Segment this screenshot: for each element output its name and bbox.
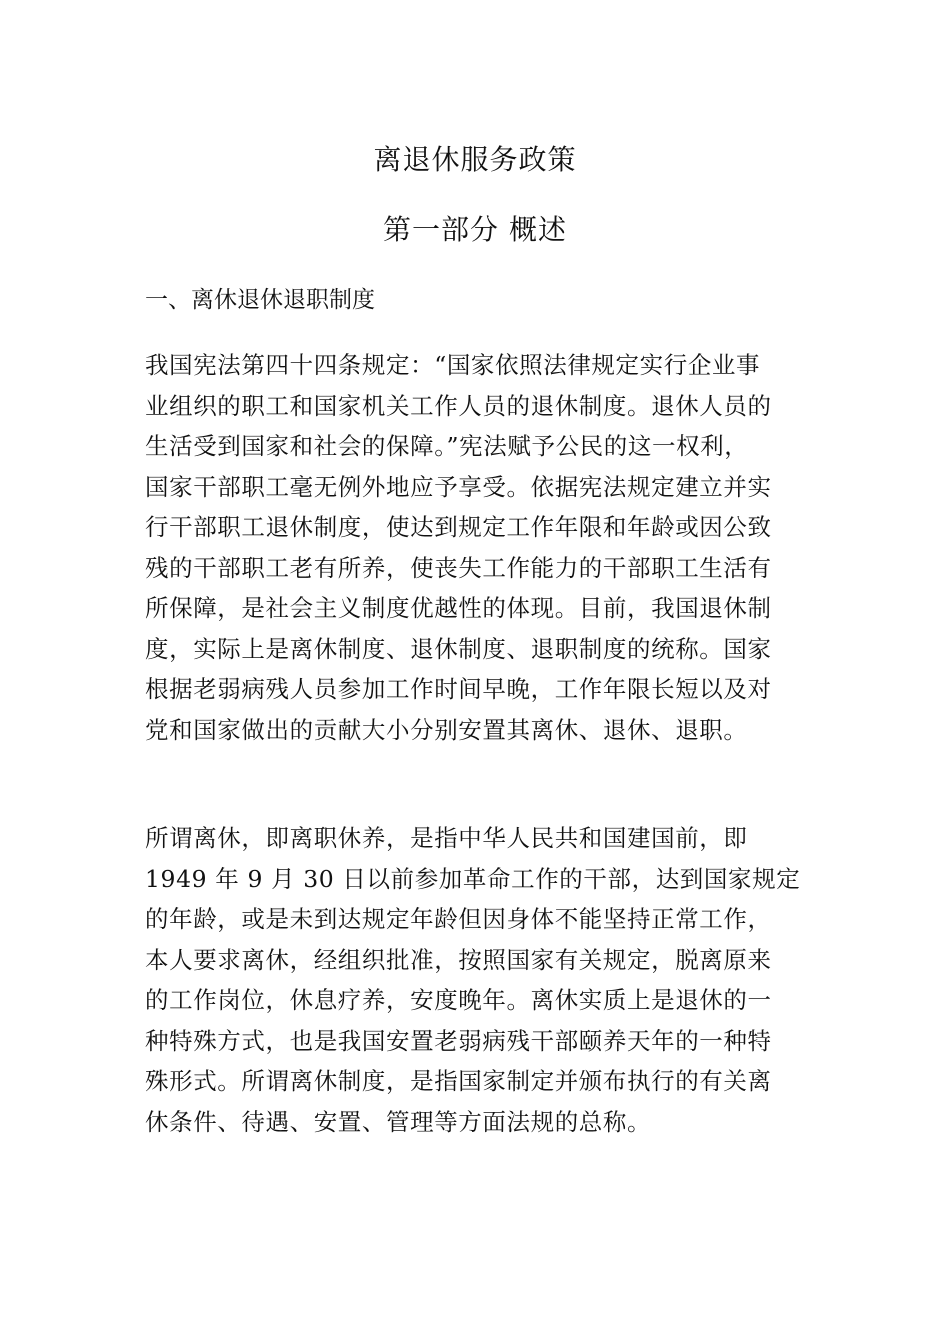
text-line: 所谓离休，即离职休养，是指中华人民共和国建国前，即 — [145, 824, 748, 852]
text-line: 殊形式。所谓离休制度，是指国家制定并颁布执行的有关离 — [145, 1067, 772, 1095]
text-line: 行干部职工退休制度，使达到规定工作年限和年龄或因公致 — [145, 513, 772, 541]
text-line: 根据老弱病残人员参加工作时间早晚，工作年限长短以及对 — [145, 675, 772, 703]
body-paragraph — [145, 818, 801, 1142]
text-line: 我国宪法第四十四条规定：“国家依照法律规定实行企业事 — [145, 351, 761, 379]
text-line: 种特殊方式，也是我国安置老弱病残干部颐养天年的一种特 — [145, 1026, 772, 1055]
text-line: 的工作岗位，休息疗养，安度晚年。离休实质上是退休的一 — [145, 986, 772, 1014]
body-paragraph — [145, 345, 795, 750]
text-line: 生活受到国家和社会的保障。”宪法赋予公民的这一权利， — [145, 432, 749, 460]
part-heading: 第一部分 概述 — [383, 213, 567, 246]
text-line: 1949 年 9 月 30 日以前参加革命工作的干部，达到国家规定 — [145, 864, 801, 893]
text-line: 党和国家做出的贡献大小分别安置其离休、退休、退职。 — [145, 715, 748, 744]
document-title: 离退休服务政策 — [373, 143, 577, 176]
text-line: 残的干部职工老有所养，使丧失工作能力的干部职工生活有 — [145, 553, 772, 582]
section-heading: 一、离休退休退职制度 — [145, 287, 375, 313]
text-line: 国家干部职工毫无例外地应予享受。依据宪法规定建立并实 — [145, 472, 772, 501]
text-line: 所保障，是社会主义制度优越性的体现。目前，我国退休制 — [145, 594, 772, 622]
text-line: 度，实际上是离休制度、退休制度、退职制度的统称。国家 — [145, 634, 772, 663]
text-line: 本人要求离休，经组织批准，按照国家有关规定，脱离原来 — [145, 945, 772, 974]
text-line: 的年龄，或是未到达规定年龄但因身体不能坚持正常工作， — [145, 905, 772, 933]
text-line: 业组织的职工和国家机关工作人员的退休制度。退休人员的 — [145, 391, 772, 420]
text-line: 休条件、待遇、安置、管理等方面法规的总称。 — [145, 1107, 652, 1136]
